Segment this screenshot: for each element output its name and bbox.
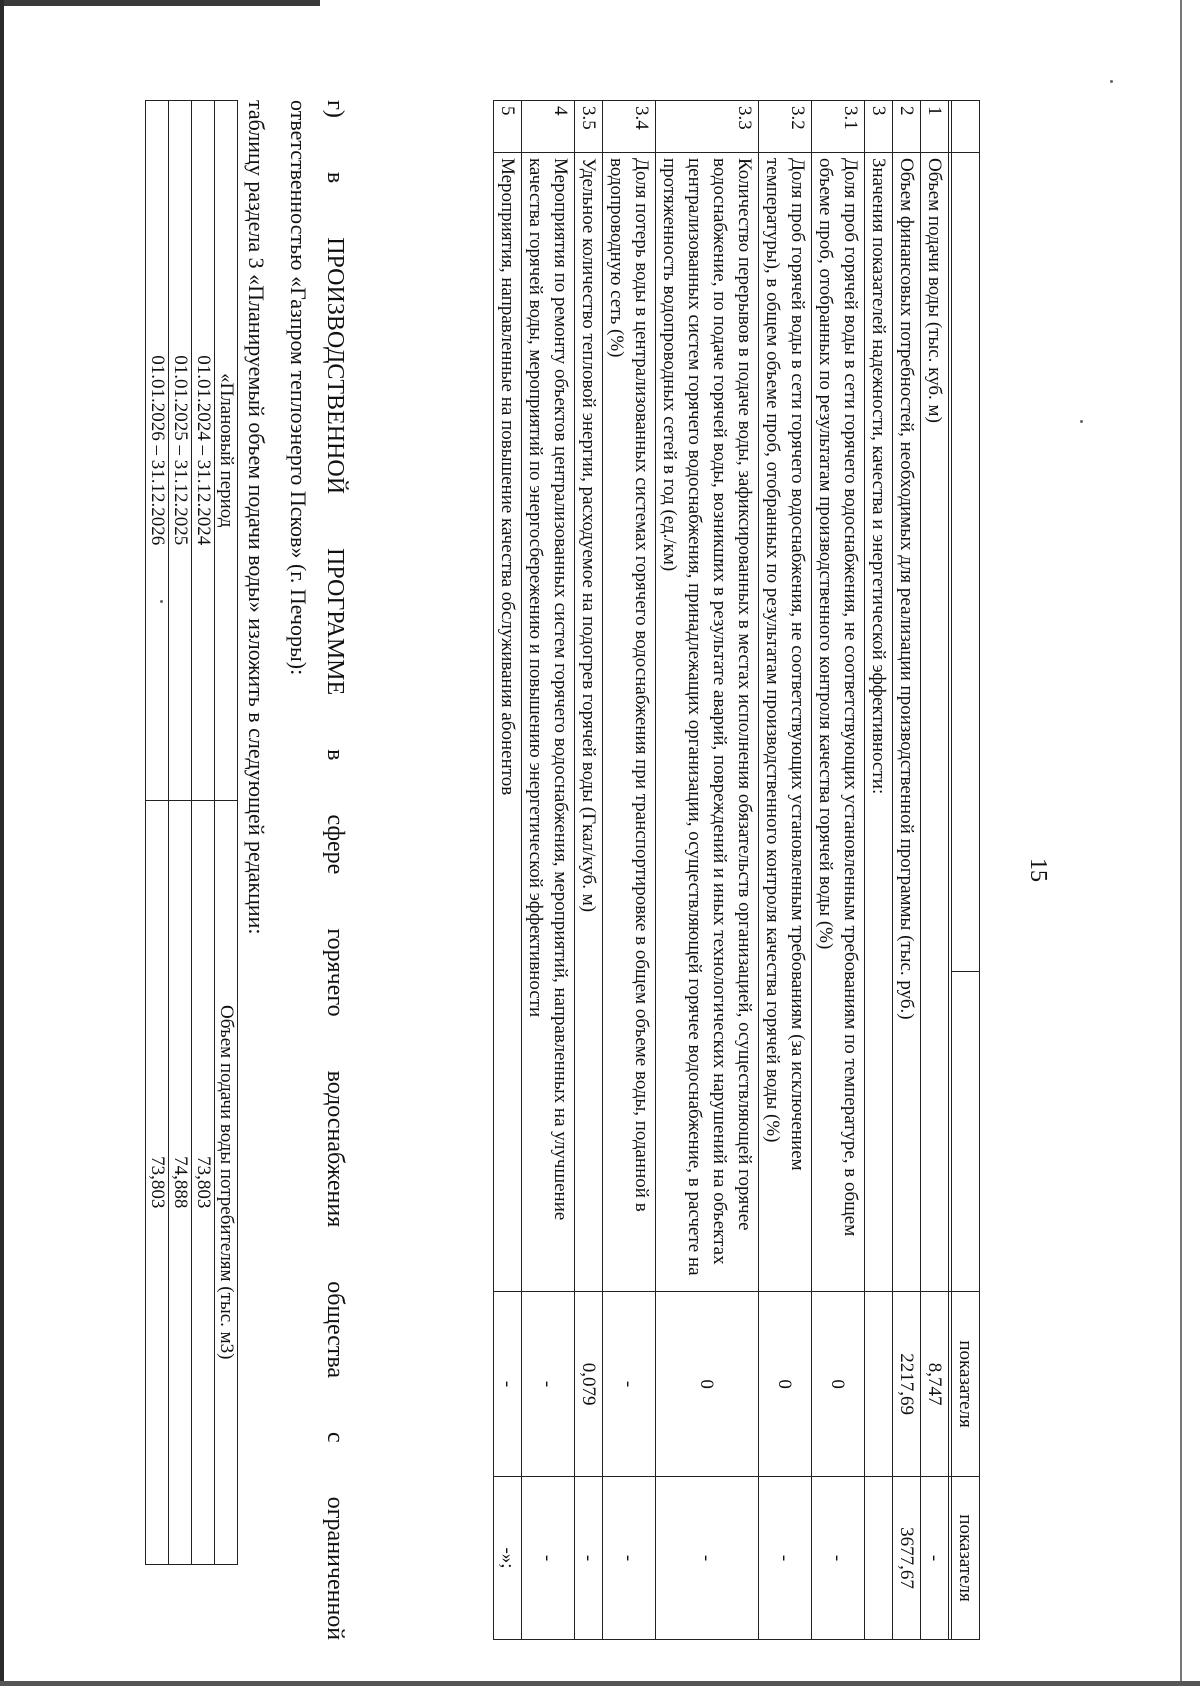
row-number: 3.3 <box>656 101 759 153</box>
table-row <box>494 101 522 1640</box>
row-plan: 0 <box>812 1292 865 1477</box>
volume-table <box>145 100 238 1565</box>
row-plan: 2217,69 <box>893 1292 921 1477</box>
row-name: Доля проб горячей воды в сети горячего водоснабжения, не соответствующих установленным требованиям по температуре, в общем объеме проб, отобранных по результатам производственного контроля качества горячей воды (%) <box>812 152 865 1291</box>
period-cell: 01.01.2024 – 31.12.2024 <box>192 101 215 801</box>
scan-edge-bottom <box>0 1681 1200 1686</box>
header-volume: Объем подачи воды потребителям (тыс. м3) <box>215 800 238 1564</box>
period-cell: 01.01.2025 – 31.12.2025 <box>169 101 192 801</box>
table-row <box>893 101 921 1640</box>
scan-edge-right <box>1180 0 1182 1686</box>
row-fact: - <box>759 1477 812 1640</box>
row-fact: - <box>656 1477 759 1640</box>
row-number: 4 <box>522 101 575 153</box>
row-number: 5 <box>494 101 522 153</box>
row-fact: -»; <box>494 1477 522 1640</box>
table-row <box>921 101 949 1640</box>
row-number: 3.1 <box>812 101 865 153</box>
row-fact: - <box>575 1477 603 1640</box>
table-row <box>759 101 812 1640</box>
row-number: 1 <box>921 101 949 153</box>
row-number: 3.2 <box>759 101 812 153</box>
row-fact: - <box>603 1477 656 1640</box>
intro-paragraph: таблицу раздела 3 «Планируемый объем подачи воды» изложить в следующей редакции: <box>244 100 269 935</box>
row-plan: - <box>522 1292 575 1477</box>
row-name: Доля потерь воды в централизованных системах горячего водоснабжения при транспортировке в общем объеме воды, поданной в водопроводную сеть (%) <box>603 152 656 1291</box>
table-row <box>656 101 759 1640</box>
table-row <box>575 101 603 1640</box>
table-row <box>949 101 952 1640</box>
volume-cell: 74,888 <box>169 800 192 1564</box>
row-fact: 3677,67 <box>893 1477 921 1640</box>
table-row <box>146 101 169 1565</box>
row-number: 2 <box>893 101 921 153</box>
row-number: 3 <box>865 101 893 153</box>
section-title: г) в ПРОИЗВОДСТВЕННОЙ ПРОГРАММЕ в сфере горячего водоснабжения общества с ограниченной <box>322 100 348 1641</box>
row-plan: 0 <box>656 1292 759 1477</box>
page-number: 15 <box>1025 858 1051 882</box>
volume-header-row <box>215 101 238 1565</box>
header-period: «Плановый период <box>215 101 238 801</box>
table-row <box>865 101 893 1640</box>
row-fact: - <box>812 1477 865 1640</box>
row-plan <box>865 1292 893 1477</box>
scan-edge-left <box>0 0 4 1686</box>
row-name: Количество перерывов в подаче воды, зафиксированных в местах исполнения обязательств организацией, осуществляющей горячее водоснабжение, по подаче горячей воды, возникших в результате аварий, повреждений и иных технологических нарушений на объектах централизованных систем горячего водоснабжения, принадлежащих организации, осуществляющей горячее водоснабжение, в расчете на протяженность водопроводных сетей в год (ед./км) <box>656 152 759 1291</box>
row-plan: 0 <box>759 1292 812 1477</box>
period-cell: 01.01.2026 – 31.12.2026 <box>146 101 169 801</box>
row-fact: - <box>522 1477 575 1640</box>
document-page <box>147 100 1051 1641</box>
row-plan: 0,079 <box>575 1292 603 1477</box>
header-fact: показателя <box>952 1477 980 1640</box>
row-fact: - <box>921 1477 949 1640</box>
row-name: Мероприятия, направленные на повышение качества обслуживания абонентов <box>494 152 522 1291</box>
row-number: 3.4 <box>603 101 656 153</box>
section-subtitle: ответственностью «Газпром теплоэнерго Псков» (г. Печоры): <box>286 100 311 676</box>
row-name: Объем подачи воды (тыс. куб. м) <box>921 152 949 1291</box>
table-row <box>603 101 656 1640</box>
scan-edge-top <box>0 0 320 6</box>
volume-cell: 73,803 <box>146 800 169 1564</box>
volume-cell: 73,803 <box>192 800 215 1564</box>
header-plan: показателя <box>952 1292 980 1477</box>
table-row <box>192 101 215 1565</box>
table-header-row <box>952 101 980 1640</box>
row-name: Удельное количество тепловой энергии, расходуемое на подогрев горячей воды (Гкал/куб. м) <box>575 152 603 1291</box>
table-row <box>169 101 192 1565</box>
row-name: Доля проб горячей воды в сети горячего водоснабжения, не соответствующих установленным требованиям (за исключением температуры), в общем объеме проб, отобранных по результатам производственного контроля качества горячей воды (%) <box>759 152 812 1291</box>
table-row <box>812 101 865 1640</box>
table-row <box>522 101 575 1640</box>
scan-speck <box>1080 420 1083 423</box>
row-number: 3.5 <box>575 101 603 153</box>
row-name: Объем финансовых потребностей, необходимых для реализации производственной программы (тыс. руб.) <box>893 152 921 1291</box>
row-plan: - <box>603 1292 656 1477</box>
row-name: Мероприятия по ремонту объектов централизованных систем горячего водоснабжения, мероприятий, направленных на улучшение качества горячей воды, мероприятий по энергосбережению и повышению энергетической эффективности <box>522 152 575 1291</box>
indicators-table <box>493 100 980 1640</box>
row-plan: - <box>494 1292 522 1477</box>
scan-speck <box>1110 80 1113 83</box>
row-fact <box>865 1477 893 1640</box>
row-name: Значения показателей надежности, качества и энергетической эффективности: <box>865 152 893 1291</box>
row-plan: 8,747 <box>921 1292 949 1477</box>
